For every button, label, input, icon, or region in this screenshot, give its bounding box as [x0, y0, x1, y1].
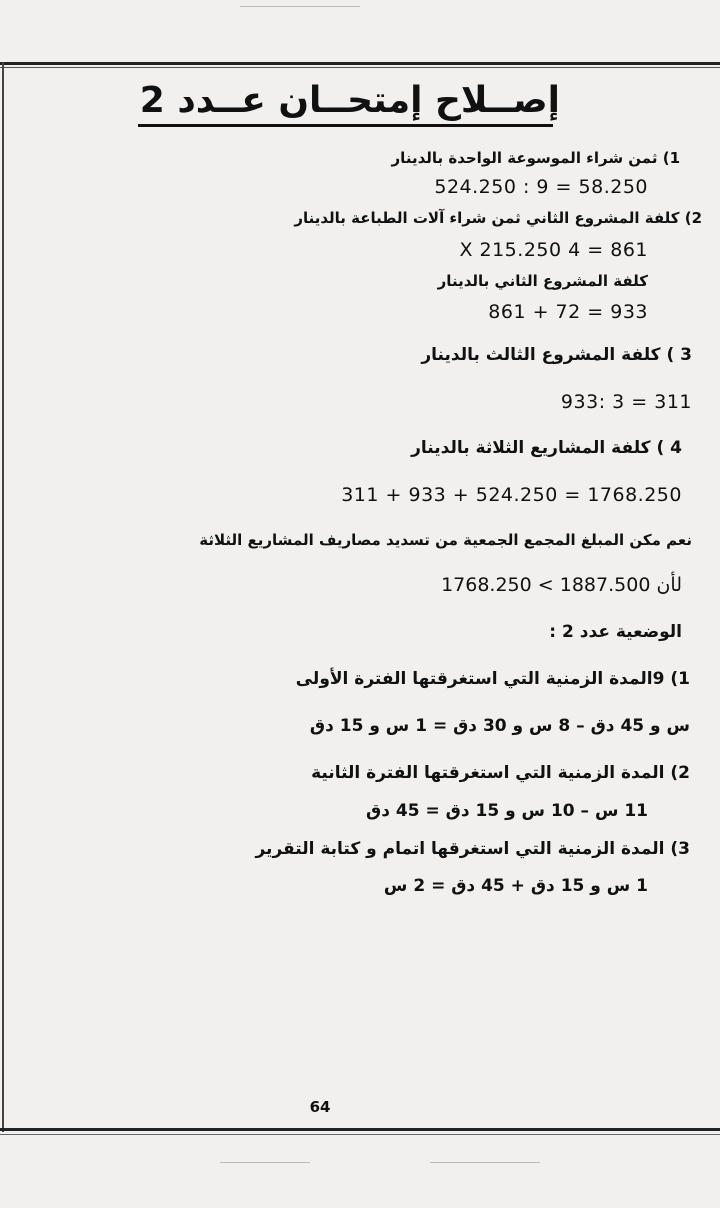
situation-2-equation-2: 11 س – 10 س و 15 دق = 45 دق — [366, 801, 648, 821]
situation-2-equation-3: 1 س و 15 دق + 45 دق = 2 س — [383, 876, 648, 896]
bottom-border-rule — [0, 1128, 720, 1131]
bottom-border-rule-thin — [0, 1134, 720, 1135]
situation-2-equation-1: س و 45 دق – 8 س و 30 دق = 1 س و 15 دق — [309, 716, 690, 736]
question-2-heading: 2) كلفة المشروع الثاني ثمن شراء آلات الطباعة بالدينار — [294, 209, 702, 227]
conclusion-comparison: لأن 1887.500 > 1768.250 — [441, 574, 682, 596]
conclusion-text: نعم مكن المبلغ المجمع الجمعية من تسديد مصاريف المشاريع الثلاثة — [199, 531, 692, 549]
question-2-equation-2: 933 = 72 + 861 — [488, 301, 648, 323]
question-3-equation: 311 = 3 :933 — [560, 391, 692, 413]
page-title: إصــلاح إمتحــان عــدد 2 — [139, 80, 560, 121]
situation-2-question-2: 2) المدة الزمنية التي استغرقتها الفترة الثانية — [311, 763, 690, 783]
question-3-heading: 3 ) كلفة المشروع الثالث بالدينار — [421, 345, 692, 365]
question-4-heading: 4 ) كلفة المشاريع الثلاثة بالدينار — [411, 438, 682, 458]
left-border-rule — [2, 62, 4, 1132]
question-4-equation: 1768.250 = 524.250 + 933 + 311 — [341, 484, 682, 506]
top-border-rule-thin — [0, 67, 720, 68]
page-number: 64 — [309, 1098, 331, 1116]
title-underline — [138, 124, 553, 127]
scan-mark — [220, 1162, 310, 1163]
question-2-subheading: كلفة المشروع الثاني بالدينار — [437, 272, 648, 290]
top-border-rule — [0, 62, 720, 65]
situation-2-heading: الوضعية عدد 2 : — [549, 622, 682, 642]
question-2-equation-1: 861 = 4 X 215.250 — [459, 239, 648, 261]
scan-mark — [240, 6, 360, 7]
question-1-heading: 1) ثمن شراء الموسوعة الواحدة بالدينار — [391, 149, 680, 167]
question-1-equation: 58.250 = 9 : 524.250 — [434, 176, 648, 198]
situation-2-question-3: 3) المدة الزمنية التي استغرقها اتمام و كتابة التقرير — [255, 839, 690, 859]
scan-mark — [430, 1162, 540, 1163]
situation-2-question-1: 1) 9المدة الزمنية التي استغرقتها الفترة الأولى — [295, 669, 690, 689]
